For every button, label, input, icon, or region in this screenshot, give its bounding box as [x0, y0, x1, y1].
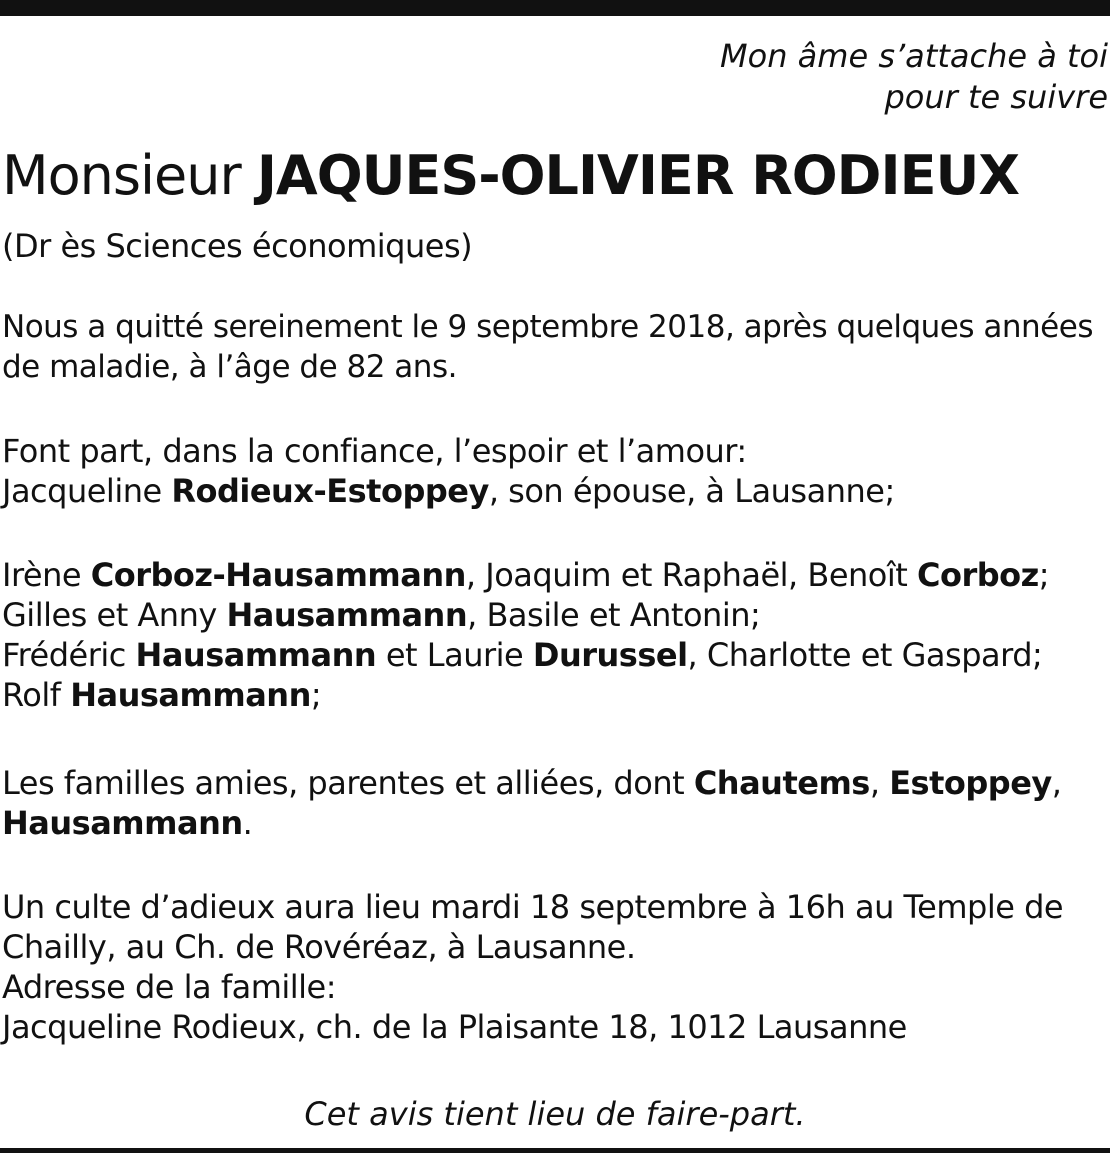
- gilles-surname: Hausammann: [226, 596, 468, 634]
- frederic-surname: Hausammann: [135, 636, 377, 674]
- friends-end: .: [242, 804, 253, 842]
- irene-surname: Corboz-Hausammann: [90, 556, 466, 594]
- subtitle-block: [2, 226, 1108, 266]
- friends-line-2: [2, 803, 1108, 843]
- friends-block: [2, 763, 1108, 843]
- laurie-surname: Durussel: [532, 636, 688, 674]
- frederic-middle: et Laurie: [376, 636, 533, 674]
- irene-end: ;: [1038, 556, 1050, 594]
- service-line-1: Un culte d’adieux aura lieu mardi 18 septembre à 16h au Temple de: [2, 888, 1064, 926]
- epigraph-line-1: Mon âme s’attache à toi: [720, 37, 1108, 75]
- frederic-first: Frédéric: [2, 636, 136, 674]
- epigraph: [508, 36, 1108, 118]
- family-line-gilles: [2, 595, 1108, 635]
- friends-separator-1: ,: [869, 764, 890, 802]
- rolf-surname: Hausammann: [70, 676, 311, 714]
- address-label: Adresse de la famille:: [2, 968, 337, 1006]
- service-line-2: Chailly, au Ch. de Rovéréaz, à Lausanne.: [2, 928, 636, 966]
- epigraph-line-2: pour te suivre: [884, 78, 1108, 116]
- announcement-block: [2, 307, 1108, 387]
- bottom-border-rule: [0, 1148, 1110, 1153]
- deceased-degree: (Dr ès Sciences économiques): [2, 227, 473, 265]
- gilles-first: Gilles et Anny: [2, 596, 227, 634]
- family-members-block: [2, 555, 1108, 715]
- irene-first: Irène: [2, 556, 91, 594]
- family-intro-block: [2, 431, 1108, 511]
- top-border-rule: [0, 0, 1110, 16]
- announcement-line-2: de maladie, à l’âge de 82 ans.: [2, 349, 457, 385]
- friends-line-1: [2, 763, 1108, 803]
- spouse-surname: Rodieux-Estoppey: [171, 472, 489, 510]
- announcement-line-1: Nous a quitté sereinement le 9 septembre 2018, après quelques années: [2, 309, 1093, 345]
- gilles-rest: , Basile et Antonin;: [467, 596, 761, 634]
- frederic-rest: , Charlotte et Gaspard;: [687, 636, 1043, 674]
- family-intro: Font part, dans la confiance, l’espoir et l’amour:: [2, 432, 747, 470]
- friends-separator-2: ,: [1051, 764, 1062, 802]
- rolf-end: ;: [310, 676, 322, 714]
- service-block: [2, 887, 1108, 1047]
- spouse-line: [2, 471, 1108, 511]
- friends-name-chautems: Chautems: [693, 764, 870, 802]
- title-honorific: Monsieur: [2, 144, 257, 207]
- family-line-frederic: [2, 635, 1108, 675]
- closing-note: Cet avis tient lieu de faire-part.: [304, 1095, 806, 1133]
- friends-text: Les familles amies, parentes et alliées, dont: [2, 764, 694, 802]
- family-address: Jacqueline Rodieux, ch. de la Plaisante 18, 1012 Lausanne: [2, 1008, 907, 1046]
- rolf-first: Rolf: [2, 676, 71, 714]
- spouse-first-name: Jacqueline: [2, 472, 172, 510]
- friends-name-estoppey: Estoppey: [889, 764, 1052, 802]
- family-line-irene: [2, 555, 1108, 595]
- deceased-title: [2, 136, 1019, 216]
- family-line-rolf: [2, 675, 1108, 715]
- friends-name-hausammann: Hausammann: [2, 804, 243, 842]
- spouse-rest: , son épouse, à Lausanne;: [488, 472, 895, 510]
- deceased-name: JAQUES-OLIVIER RODIEUX: [256, 144, 1019, 207]
- irene-middle: , Joaquim et Raphaël, Benoît: [465, 556, 917, 594]
- benoit-surname: Corboz: [916, 556, 1039, 594]
